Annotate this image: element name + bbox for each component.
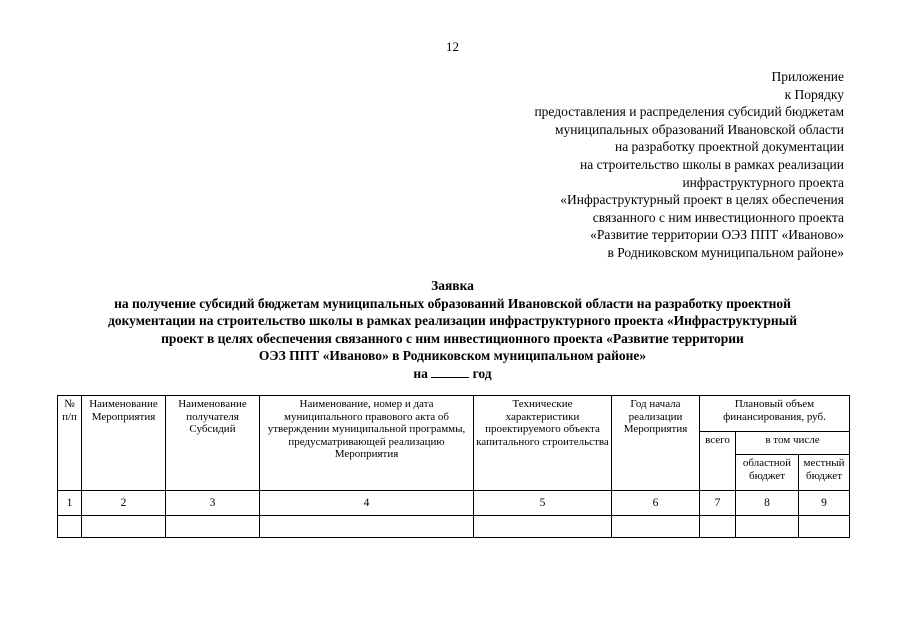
heading-line: ОЭЗ ППТ «Иваново» в Родниковском муниципальном районе» (258, 348, 647, 363)
appendix-line: в Родниковском муниципальном районе» (607, 244, 844, 260)
year-blank-field[interactable] (431, 366, 469, 378)
appendix-line: муниципальных образований Ивановской области (555, 121, 844, 137)
column-number: 3 (166, 491, 260, 516)
header-tech-characteristics: Технические характеристики проектируемого объекта капитального строительства (474, 396, 612, 491)
column-number: 2 (82, 491, 166, 516)
year-line (40, 365, 865, 383)
appendix-line: на строительство школы в рамках реализации (580, 156, 844, 172)
header-regional-budget: областной бюджет (736, 455, 799, 491)
header-legal-act: Наименование, номер и дата муниципального правового акта об утверждении муниципальной программы, предусматривающей реализацию Мероприятия (260, 396, 474, 491)
heading-line: проект в целях обеспечения связанного с ним инвестиционного проекта «Развитие территории (161, 330, 744, 346)
table-cell[interactable] (700, 516, 736, 538)
column-number: 4 (260, 491, 474, 516)
year-suffix: год (472, 365, 492, 381)
column-number: 9 (799, 491, 850, 516)
year-prefix: на (413, 365, 428, 381)
appendix-line: инфраструктурного проекта (682, 174, 844, 190)
table-cell[interactable] (82, 516, 166, 538)
header-total: всего (700, 432, 736, 491)
header-start-year: Год начала реализации Мероприятия (612, 396, 700, 491)
page-number: 12 (446, 39, 459, 54)
column-number: 1 (58, 491, 82, 516)
appendix-line: на разработку проектной документации (614, 139, 844, 155)
appendix-line: связанного с ним инвестиционного проекта (592, 209, 844, 225)
heading-line: документации на строительство школы в рамках реализации инфраструктурного проекта «Инфраструктурный (108, 313, 797, 328)
appendix-line: «Инфраструктурный проект в целях обеспечения (560, 192, 844, 208)
table-cell[interactable] (612, 516, 700, 538)
column-number: 7 (700, 491, 736, 516)
header-local-budget: местный бюджет (799, 455, 850, 491)
header-recipient: Наименование получателя Субсидий (166, 396, 260, 491)
table-cell[interactable] (736, 516, 799, 538)
header-planned-funding: Плановый объем финансирования, руб. (700, 396, 850, 432)
appendix-line: к Порядку (784, 86, 844, 102)
document-title: Заявка (431, 278, 474, 293)
header-including: в том числе (736, 432, 850, 455)
column-number: 6 (612, 491, 700, 516)
appendix-line: Приложение (771, 69, 844, 84)
appendix-line: предоставления и распределения субсидий бюджетам (534, 104, 844, 120)
header-event-name: Наименование Мероприятия (82, 396, 166, 491)
column-numbers-row (58, 491, 850, 516)
table-cell[interactable] (799, 516, 850, 538)
column-number: 8 (736, 491, 799, 516)
table-cell[interactable] (260, 516, 474, 538)
appendix-block (424, 68, 844, 262)
header-num: № п/п (58, 396, 82, 491)
table-cell[interactable] (474, 516, 612, 538)
document-heading (40, 277, 865, 382)
table-row (58, 516, 850, 538)
appendix-line: «Развитие территории ОЭЗ ППТ «Иваново» (590, 227, 844, 243)
table-cell[interactable] (166, 516, 260, 538)
column-number: 5 (474, 491, 612, 516)
heading-line: на получение субсидий бюджетам муниципальных образований Ивановской области на разработку проектной (114, 295, 791, 311)
request-table (57, 395, 850, 538)
table-cell[interactable] (58, 516, 82, 538)
